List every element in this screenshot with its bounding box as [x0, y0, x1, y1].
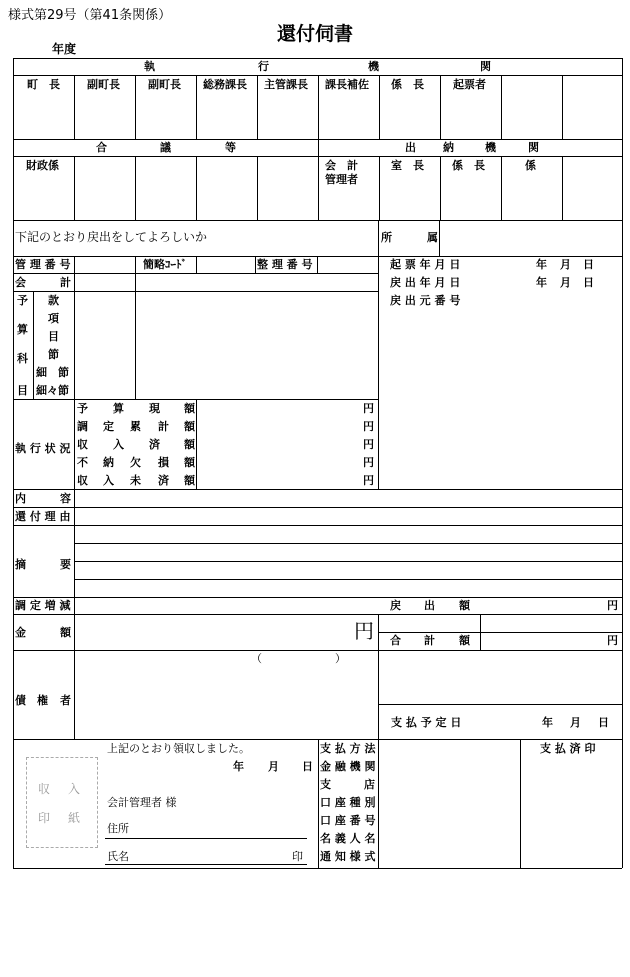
revenue-stamp-box	[26, 757, 98, 848]
page-title: 還付伺書	[276, 23, 353, 45]
affiliation-label-2: 属	[427, 231, 438, 244]
draft-date-label: 起 票 年 月 日	[390, 258, 461, 271]
budget-vertical-2: 算	[17, 323, 28, 336]
council-header-1: 合	[96, 141, 107, 154]
budget-level-saisaisetsu: 細々節	[36, 384, 69, 397]
role-finance: 財政係	[26, 159, 59, 172]
creditor-label-3: 者	[60, 694, 71, 707]
amount-label-1: 金	[15, 626, 26, 639]
account-type-label: 口 座 種 別	[320, 796, 376, 809]
role-general-affairs-chief: 総務課長	[203, 78, 247, 91]
accounting-label-2: 計	[60, 276, 71, 289]
return-year: 年	[536, 276, 547, 289]
return-amount-label-3: 額	[459, 599, 470, 612]
creditor-label-2: 権	[37, 694, 48, 707]
budget-level-kan: 款	[48, 294, 59, 307]
draft-month: 月	[560, 258, 571, 271]
return-amount-label-1: 戻	[390, 599, 401, 612]
form-number: 様式第29号（第41条関係）	[8, 8, 172, 23]
summary-label-1: 摘	[15, 558, 26, 571]
exec-header-2: 行	[258, 60, 269, 73]
exec-header-4: 関	[480, 60, 491, 73]
treasurer-sama: 会計管理者 様	[107, 796, 177, 809]
budget-vertical-3: 科	[17, 352, 28, 365]
budget-level-kou: 項	[48, 312, 59, 325]
amount-yen: 円	[354, 619, 374, 643]
role-deputy-mayor-1: 副町長	[87, 78, 120, 91]
receipt-day: 日	[302, 760, 313, 773]
exec-header-3: 機	[368, 60, 379, 73]
stamp-char-4: 紙	[68, 811, 81, 825]
receipt-year: 年	[233, 760, 244, 773]
content-label-2: 容	[60, 492, 71, 505]
role-assistant-chief: 課長補佐	[325, 78, 369, 91]
accounting-label-1: 会	[15, 276, 26, 289]
account-holder-label: 名 義 人 名	[320, 832, 376, 845]
name-label: 氏名	[107, 850, 129, 863]
role-accounting-2: 管理者	[325, 173, 358, 186]
role-office-head: 室 長	[391, 159, 424, 172]
stamp-char-3: 印	[38, 811, 51, 825]
paren-close: ）	[335, 652, 346, 665]
draft-day: 日	[583, 258, 594, 271]
creditor-label-1: 債	[15, 694, 26, 707]
treasury-header-1: 出	[405, 141, 416, 154]
payment-due-month: 月	[570, 716, 581, 729]
notice-format-label: 通 知 様 式	[320, 850, 376, 863]
summary-label-2: 要	[60, 558, 71, 571]
draft-year: 年	[536, 258, 547, 271]
exec-status-label: 執 行 状 況	[15, 442, 71, 455]
affiliation-label-1: 所	[381, 231, 392, 244]
role-staff: 係	[525, 159, 536, 172]
return-day: 日	[583, 276, 594, 289]
account-number-label: 口 座 番 号	[320, 814, 376, 827]
budget-vertical-1: 予	[17, 294, 28, 307]
source-no-label: 戻 出 元 番 号	[390, 294, 461, 307]
council-header-3: 等	[225, 141, 236, 154]
short-code-label: 簡略ｺｰﾄﾞ	[143, 258, 187, 271]
payment-due-year: 年	[542, 716, 553, 729]
return-amount-yen: 円	[607, 599, 618, 612]
return-date-label: 戻 出 年 月 日	[390, 276, 461, 289]
treasury-header-4: 関	[528, 141, 539, 154]
budget-level-saisetsu: 細 節	[36, 366, 69, 379]
total-label-1: 合	[390, 634, 401, 647]
treasury-header-3: 機	[485, 141, 496, 154]
payment-due-day: 日	[598, 716, 609, 729]
receipt-month: 月	[268, 760, 279, 773]
branch-label: 支 店	[320, 778, 375, 791]
budget-level-moku: 目	[48, 330, 59, 343]
payment-due-label: 支 払 予 定 日	[391, 716, 462, 729]
refund-reason-label: 還 付 理 由	[15, 510, 71, 523]
role-section-head: 係 長	[391, 78, 424, 91]
receipt-text: 上記のとおり領収しました。	[107, 742, 250, 755]
role-drafter: 起票者	[453, 78, 486, 91]
fiscal-year-label: 年度	[52, 42, 77, 56]
paid-stamp-label: 支 払 済 印	[540, 742, 596, 755]
total-label-2: 計	[424, 634, 435, 647]
total-label-3: 額	[459, 634, 470, 647]
adjustment-label: 調 定 増 減	[15, 599, 71, 612]
paren-open: （	[251, 652, 262, 665]
address-label: 住所	[107, 822, 129, 835]
council-header-2: 議	[160, 141, 171, 154]
seal-label: 印	[292, 850, 303, 863]
mgmt-no-label: 管 理 番 号	[15, 258, 71, 271]
role-deputy-mayor-2: 副町長	[148, 78, 181, 91]
content-label-1: 内	[15, 492, 26, 505]
exec-header-1: 執	[144, 60, 155, 73]
budget-vertical-4: 目	[17, 384, 28, 397]
stamp-char-2: 入	[68, 782, 81, 796]
sort-no-label: 整 理 番 号	[257, 258, 313, 271]
role-mayor: 町 長	[27, 78, 60, 91]
role-section-head-2: 係 長	[452, 159, 485, 172]
request-text: 下記のとおり戻出をしてよろしいか	[15, 230, 208, 244]
total-yen: 円	[607, 634, 618, 647]
amount-label-2: 額	[60, 626, 71, 639]
return-month: 月	[560, 276, 571, 289]
role-supervising-chief: 主管課長	[264, 78, 308, 91]
bank-label: 金 融 機 関	[320, 760, 376, 773]
payment-method-label: 支 払 方 法	[320, 742, 376, 755]
return-amount-label-2: 出	[424, 599, 435, 612]
stamp-char-1: 収	[38, 782, 51, 796]
role-accounting-1: 会 計	[325, 159, 358, 172]
treasury-header-2: 納	[443, 141, 454, 154]
budget-level-setsu: 節	[48, 348, 59, 361]
